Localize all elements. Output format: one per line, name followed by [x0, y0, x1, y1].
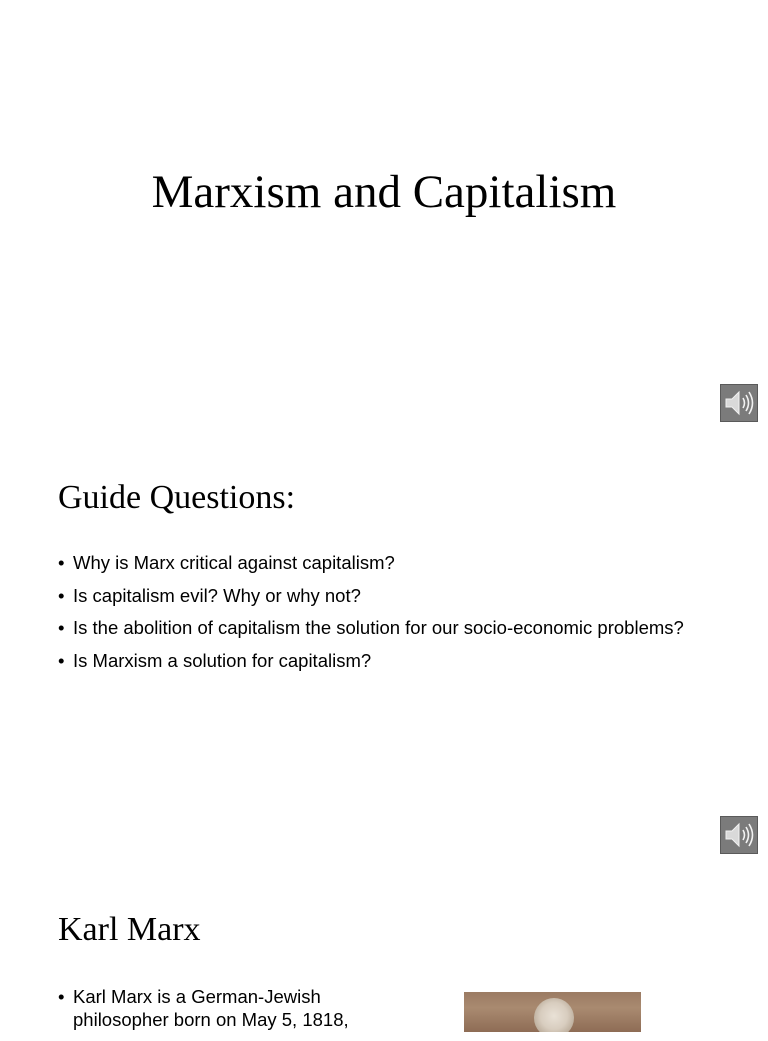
- bullet-icon: •: [58, 649, 65, 671]
- slide-heading: Karl Marx: [58, 911, 201, 948]
- bullet-icon: •: [58, 584, 65, 606]
- bullet-text: Is Marxism a solution for capitalism?: [73, 649, 372, 671]
- list-item: [58, 649, 698, 672]
- bullet-text: Karl Marx is a German-Jewish philosopher born on May 5, 1818,: [73, 986, 349, 1030]
- list-item: [58, 985, 378, 1031]
- speaker-icon: [721, 817, 757, 853]
- karl-marx-portrait: [464, 992, 641, 1032]
- bullet-icon: •: [58, 986, 65, 1007]
- bullet-icon: •: [58, 552, 65, 573]
- bullet-text: Why is Marx critical against capitalism?: [73, 552, 395, 573]
- bullet-text: Is capitalism evil? Why or why not?: [73, 584, 361, 606]
- bullet-list: [58, 985, 378, 1041]
- bullet-text: Is the abolition of capitalism the solution for our socio-economic problems?: [73, 617, 684, 638]
- speaker-icon: [721, 385, 757, 421]
- speaker-audio-icon[interactable]: [720, 384, 758, 422]
- slide-title-text: Marxism and Capitalism: [151, 166, 617, 218]
- bullet-icon: •: [58, 617, 65, 638]
- portrait-head: [534, 998, 574, 1032]
- slide-heading: Guide Questions:: [58, 479, 296, 516]
- slide-karl-marx: [0, 864, 768, 1030]
- speaker-audio-icon[interactable]: [720, 816, 758, 854]
- bullet-list: [58, 551, 698, 681]
- list-item: [58, 584, 698, 607]
- list-item: [58, 551, 698, 574]
- slide-guide-questions: [0, 432, 768, 864]
- list-item: [58, 616, 698, 639]
- slide-title: [0, 0, 768, 432]
